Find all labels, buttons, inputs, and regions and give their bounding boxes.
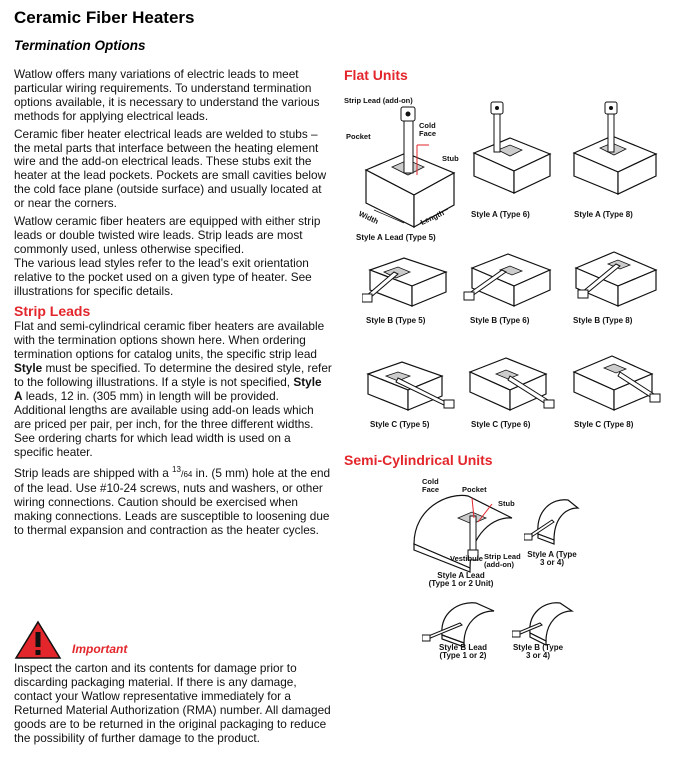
flat-style-c-type8-figure: [566, 348, 664, 416]
flat-style-c-type5-figure: [362, 354, 462, 416]
figure-caption: Style B Lead (Type 1 or 2): [438, 643, 487, 660]
fraction-numerator: 13: [172, 465, 181, 475]
figure-caption: Style C (Type 6): [471, 420, 531, 429]
flat-style-c-type6-figure: [462, 348, 558, 416]
semi-cyl-heading: Semi-Cylindrical Units: [344, 452, 493, 468]
intro-paragraph: Watlow ceramic fiber heaters are equipped with either strip leads or double twisted wire leads. Strip leads are most commonly used, unless otherwise specified.: [14, 214, 321, 256]
figure-caption: Style B (Type 8): [573, 316, 633, 325]
semi-cyl-style-a-type34-figure: [524, 488, 584, 552]
callout-cold-face: Cold Face: [419, 121, 437, 138]
callout-stub: Stub: [442, 154, 459, 163]
callout-stub: Stub: [498, 499, 515, 508]
callout-strip-lead: Strip Lead (add-on): [344, 96, 413, 105]
callout-width: Width: [357, 209, 380, 227]
callout-pocket: Pocket: [462, 485, 487, 494]
semi-cyl-style-b-figure: [422, 595, 502, 647]
flat-style-a-type8-figure: [566, 98, 664, 198]
figure-caption: Style A (Type 8): [574, 210, 633, 219]
fraction-denominator: 64: [183, 470, 193, 480]
text-run: must be specified. To determine the desired style, refer to the following illustrations. If a style is not specified,: [14, 361, 332, 390]
figure-caption: Style A Lead (Type 1 or 2 Unit): [428, 571, 494, 588]
page-title: Ceramic Fiber Heaters: [14, 8, 195, 27]
warning-triangle-icon: [14, 620, 62, 660]
intro-paragraph: The various lead styles refer to the lead’s exit orientation relative to the pocket used on a given type of heater. See illustrations for specific details.: [14, 255, 312, 298]
figure-caption: Style B (Type 3 or 4): [512, 643, 564, 660]
intro-paragraph: Ceramic fiber heater electrical leads are welded to stubs – the metal parts that interface between the heating element wire and the add-on electrical leads. These stubs exit the heater at the lead pockets. Pockets are small cavities below the cold face plane (outside surface) and usually located at or near the corners.: [14, 126, 327, 211]
figure-caption: Style A (Type 3 or 4): [527, 550, 577, 567]
figure-caption: Style A (Type 6): [471, 210, 530, 219]
text-run: in. (5 mm) hole at the end of the lead. Use #10-24 screws, nuts and washers, or other wiring connections. Caution should be exercised when making connections. Leads are susceptible to loosening due to thermal expansion and contraction as the heater cycles.: [14, 466, 331, 538]
important-label: Important: [72, 642, 128, 656]
text-run: Strip leads are shipped with a: [14, 466, 173, 481]
important-notice: [14, 620, 332, 745]
figure-caption: Style A Lead (Type 5): [356, 233, 436, 242]
flat-units-heading: Flat Units: [344, 67, 408, 83]
callout-vestibule: Vestibule: [450, 554, 483, 563]
strip-leads-heading: Strip Leads: [14, 302, 91, 319]
flat-style-b-type5-figure: [362, 250, 454, 312]
strip-leads-paragraph: Strip leads are shipped with a $^{13}$/64 in. (5 mm) hole at the end of the lead. Use #10-24 screws, nuts and washers, or other wiring connections. Caution should be exercised when making connections. Leads are susceptible to loosening due to thermal expansion and contraction as the heater cycles.: [14, 465, 331, 538]
text-run-bold: Style: [14, 361, 43, 376]
text-run: Flat and semi-cylindrical ceramic fiber heaters are available with the termination options shown here. When ordering termination options for catalog units, the specific strip lead: [14, 319, 325, 362]
right-column: [344, 0, 674, 770]
figure-caption: Style C (Type 5): [370, 420, 430, 429]
text-run: leads, 12 in. (305 mm) in length will be provided. Additional lengths are available using add-on leads which are priced per pair, per inch, for the three different widths. See ordering charts for which lead width is used on a specific heater.: [14, 388, 314, 459]
intro-paragraph: Watlow offers many variations of electric leads to meet particular wiring requirements. To understand termination options available, it is necessary to understand the various methods for applying electrical leads.: [14, 67, 320, 123]
flat-style-b-type6-figure: [462, 244, 558, 312]
semi-cyl-style-b-type34-figure: [512, 595, 578, 647]
figure-caption: Style C (Type 8): [574, 420, 634, 429]
page-subtitle: Termination Options: [14, 38, 146, 53]
left-column: [14, 68, 332, 542]
figure-caption: Style B (Type 5): [366, 316, 426, 325]
important-text: Inspect the carton and its contents for damage prior to discarding packaging material. If there is any damage, contact your Watlow representative immediately for a Returned Material Authorization (RMA) number. All damaged goods are to be returned in the original packaging to reduce the possibility of further damage to the product.: [14, 661, 331, 745]
flat-style-b-type8-figure: [566, 244, 664, 312]
text-run-bold: Style A: [14, 375, 322, 403]
flat-style-a-type6-figure: [466, 98, 558, 198]
callout-strip-lead: Strip Lead (add-on): [484, 552, 521, 569]
figure-caption: Style B (Type 6): [470, 316, 530, 325]
callout-pocket: Pocket: [346, 132, 371, 141]
strip-leads-paragraph: [14, 320, 332, 459]
callout-length: Length: [419, 208, 446, 227]
callout-cold-face: Cold Face: [422, 477, 440, 494]
